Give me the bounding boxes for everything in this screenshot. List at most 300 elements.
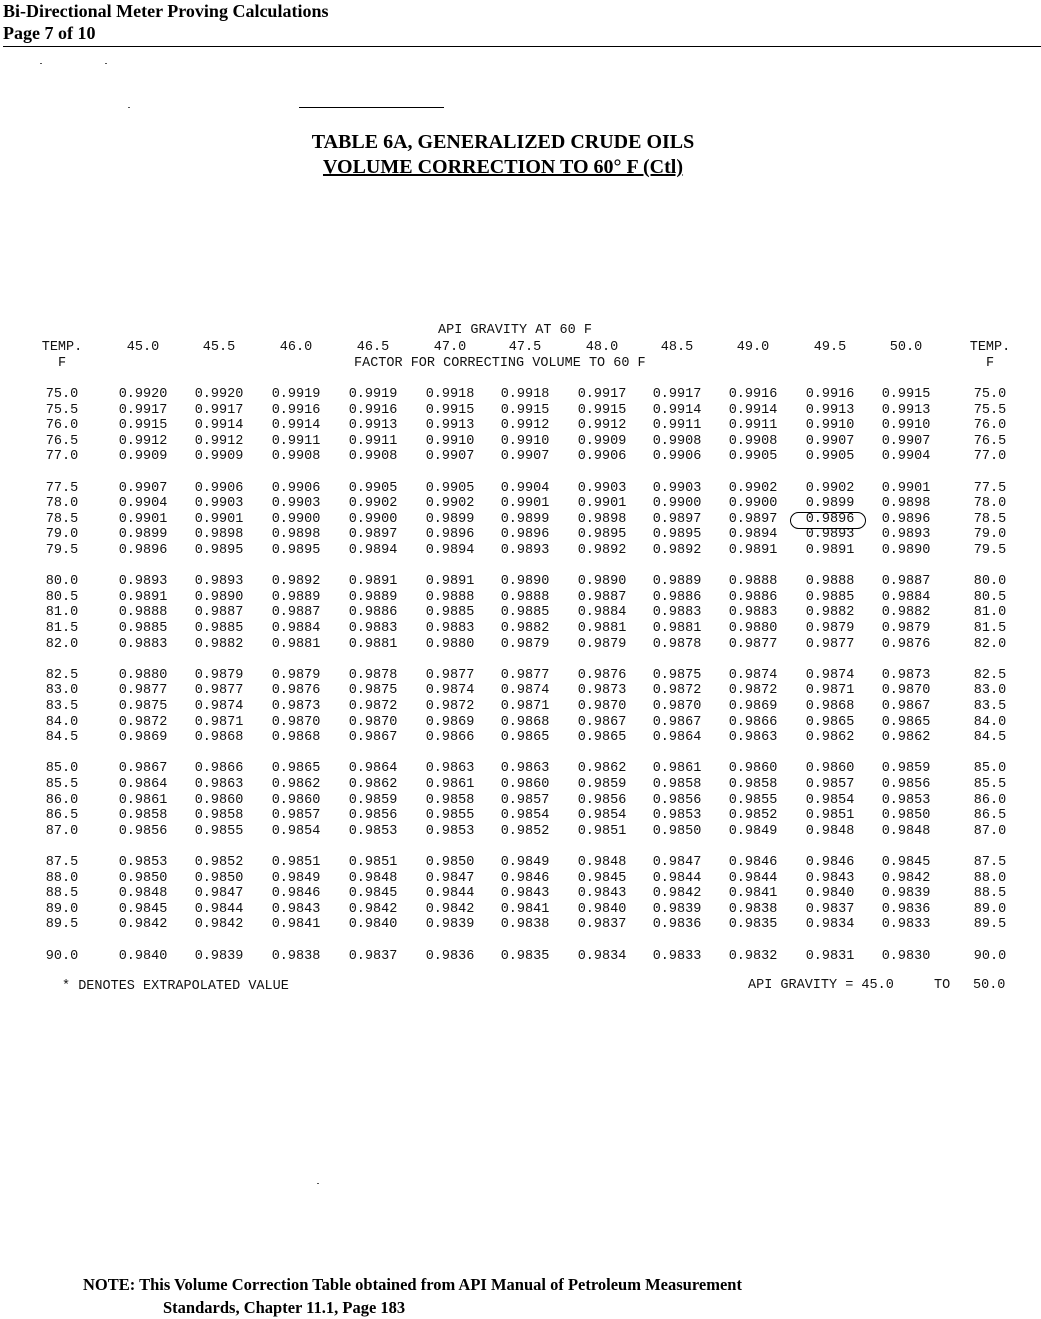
factor-cell: 0.9844 (425, 886, 475, 902)
factor-cell: 0.9840 (577, 901, 627, 917)
factor-cell: 0.9842 (348, 901, 398, 917)
factor-cell: 0.9870 (881, 683, 931, 699)
factor-cell: 0.9837 (348, 948, 398, 964)
factor-cell: 0.9869 (728, 699, 778, 714)
factor-cell: 0.9857 (805, 777, 855, 792)
factor-cell: 0.9892 (652, 543, 702, 558)
temp-cell: 90.0 (973, 948, 1007, 964)
factor-cell: 0.9875 (348, 683, 398, 699)
factor-cell: 0.9895 (194, 543, 244, 558)
factor-cell: 0.9901 (577, 496, 627, 512)
scan-speck (128, 107, 130, 108)
factor-cell: 0.9898 (577, 511, 627, 527)
factor-cell: 0.9912 (500, 418, 550, 434)
factor-cell: 0.9902 (348, 496, 398, 512)
factor-cell: 0.9842 (881, 870, 931, 886)
factor-cell: 0.9832 (728, 948, 778, 964)
temp-cell: 85.0 (45, 761, 79, 777)
factor-cell: 0.9916 (271, 402, 321, 418)
table-row (0, 621, 1041, 636)
factor-cell: 0.9839 (194, 948, 244, 964)
factor-cell: 0.9866 (425, 730, 475, 746)
factor-cell: 0.9864 (652, 730, 702, 746)
factor-cell: 0.9846 (805, 855, 855, 870)
temp-cell: 89.0 (973, 901, 1007, 917)
temp-cell: 84.5 (45, 730, 79, 746)
title-rule (299, 107, 444, 108)
table-row (0, 777, 1041, 792)
factor-cell: 0.9838 (500, 917, 550, 933)
factor-cell: 0.9857 (500, 792, 550, 808)
factor-cell: 0.9908 (271, 449, 321, 465)
factor-cell: 0.9873 (881, 667, 931, 683)
temp-cell: 88.5 (45, 886, 79, 902)
factor-cell: 0.9865 (500, 730, 550, 746)
factor-cell: 0.9852 (194, 855, 244, 870)
factor-cell: 0.9901 (194, 511, 244, 527)
factor-cell: 0.9910 (500, 433, 550, 449)
temp-cell: 88.5 (973, 886, 1007, 902)
factor-cell: 0.9918 (500, 387, 550, 402)
factor-cell: 0.9835 (728, 917, 778, 933)
factor-cell: 0.9843 (500, 886, 550, 902)
factor-cell: 0.9841 (500, 901, 550, 917)
temp-cell: 77.5 (973, 480, 1007, 496)
factor-cell: 0.9888 (500, 589, 550, 605)
factor-cell: 0.9897 (728, 511, 778, 527)
factor-cell: 0.9890 (881, 543, 931, 558)
factor-cell: 0.9856 (881, 777, 931, 792)
factor-cell: 0.9856 (577, 792, 627, 808)
factor-cell: 0.9901 (500, 496, 550, 512)
factor-cell: 0.9915 (118, 418, 168, 434)
temp-cell: 78.0 (973, 496, 1007, 512)
temp-cell: 81.0 (45, 605, 79, 621)
factor-cell: 0.9903 (652, 480, 702, 496)
table-row (0, 512, 1041, 527)
factor-cell: 0.9895 (271, 543, 321, 558)
factor-cell: 0.9912 (118, 433, 168, 449)
factor-cell: 0.9893 (881, 527, 931, 543)
temp-cell: 80.0 (45, 574, 79, 590)
factor-cell: 0.9861 (652, 761, 702, 777)
factor-cell: 0.9897 (348, 527, 398, 543)
factor-cell: 0.9876 (881, 636, 931, 652)
factor-cell: 0.9870 (577, 699, 627, 714)
temp-cell: 82.0 (973, 636, 1007, 652)
factor-cell: 0.9882 (500, 621, 550, 636)
factor-cell: 0.9908 (652, 433, 702, 449)
factor-cell: 0.9853 (348, 823, 398, 839)
temp-unit-right: F (985, 356, 995, 371)
factor-cell: 0.9843 (805, 870, 855, 886)
table-row (0, 715, 1041, 730)
factor-cell: 0.9886 (728, 589, 778, 605)
table-row (0, 949, 1041, 964)
factor-cell: 0.9863 (425, 761, 475, 777)
factor-cell: 0.9837 (805, 901, 855, 917)
table-row (0, 761, 1041, 776)
factor-cell: 0.9864 (118, 777, 168, 792)
factor-cell: 0.9887 (194, 605, 244, 621)
factor-cell: 0.9871 (194, 714, 244, 730)
factor-cell: 0.9845 (118, 901, 168, 917)
factor-cell: 0.9851 (577, 823, 627, 839)
temp-cell: 86.5 (973, 808, 1007, 824)
table-row (0, 637, 1041, 652)
factor-cell: 0.9894 (728, 527, 778, 543)
factor-cell: 0.9845 (348, 886, 398, 902)
factor-cell: 0.9899 (425, 511, 475, 527)
factor-cell: 0.9914 (652, 402, 702, 418)
factor-cell: 0.9862 (348, 777, 398, 792)
factor-cell: 0.9854 (271, 823, 321, 839)
factor-cell: 0.9888 (728, 574, 778, 590)
factor-cell: 0.9841 (271, 917, 321, 933)
factor-cell: 0.9856 (348, 808, 398, 824)
factor-heading: FACTOR FOR CORRECTING VOLUME TO 60 F (354, 356, 646, 371)
factor-cell: 0.9865 (577, 730, 627, 746)
factor-cell: 0.9868 (271, 730, 321, 746)
scan-speck (105, 63, 107, 64)
factor-cell: 0.9912 (577, 418, 627, 434)
scan-speck (40, 63, 42, 64)
factor-cell: 0.9873 (577, 683, 627, 699)
factor-cell: 0.9867 (652, 714, 702, 730)
factor-cell: 0.9850 (652, 823, 702, 839)
factor-cell: 0.9880 (425, 636, 475, 652)
factor-cell: 0.9852 (728, 808, 778, 824)
temp-cell: 87.5 (973, 855, 1007, 870)
factor-cell: 0.9880 (728, 621, 778, 636)
factor-cell: 0.9874 (194, 699, 244, 714)
factor-cell: 0.9878 (348, 667, 398, 683)
temp-cell: 78.5 (45, 511, 79, 527)
factor-cell: 0.9840 (118, 948, 168, 964)
gravity-column-header: 48.0 (585, 340, 619, 355)
factor-cell: 0.9880 (118, 667, 168, 683)
api-gravity-heading: API GRAVITY AT 60 F (438, 323, 592, 338)
factor-cell: 0.9904 (118, 496, 168, 512)
page-number: Page 7 of 10 (3, 23, 96, 43)
factor-cell: 0.9870 (348, 714, 398, 730)
factor-cell: 0.9879 (881, 621, 931, 636)
table-title: TABLE 6A, GENERALIZED CRUDE OILS (311, 131, 695, 153)
temp-cell: 79.0 (973, 527, 1007, 543)
factor-cell: 0.9875 (118, 699, 168, 714)
factor-cell: 0.9874 (500, 683, 550, 699)
factor-cell: 0.9862 (805, 730, 855, 746)
factor-cell: 0.9844 (652, 870, 702, 886)
temp-cell: 83.0 (45, 683, 79, 699)
factor-cell: 0.9899 (500, 511, 550, 527)
factor-cell: 0.9907 (881, 433, 931, 449)
factor-cell: 0.9860 (500, 777, 550, 792)
factor-cell: 0.9836 (881, 901, 931, 917)
factor-cell: 0.9860 (194, 792, 244, 808)
factor-cell: 0.9858 (652, 777, 702, 792)
factor-cell: 0.9887 (881, 574, 931, 590)
factor-cell: 0.9904 (500, 480, 550, 496)
factor-cell: 0.9863 (194, 777, 244, 792)
factor-cell: 0.9881 (652, 621, 702, 636)
factor-cell: 0.9899 (805, 496, 855, 512)
factor-cell: 0.9858 (118, 808, 168, 824)
gravity-column-header: 47.0 (433, 340, 467, 355)
factor-cell: 0.9917 (194, 402, 244, 418)
factor-cell: 0.9903 (194, 496, 244, 512)
temp-cell: 88.0 (45, 870, 79, 886)
note-line-2: Standards, Chapter 11.1, Page 183 (163, 1298, 406, 1317)
temp-cell: 79.0 (45, 527, 79, 543)
document-title: Bi-Directional Meter Proving Calculations (3, 1, 329, 21)
factor-cell: 0.9879 (805, 621, 855, 636)
factor-cell: 0.9907 (118, 480, 168, 496)
factor-cell: 0.9920 (194, 387, 244, 402)
temp-cell: 87.0 (45, 823, 79, 839)
factor-cell: 0.9874 (805, 667, 855, 683)
factor-cell: 0.9892 (577, 543, 627, 558)
factor-cell: 0.9837 (577, 917, 627, 933)
table-row (0, 808, 1041, 823)
factor-cell: 0.9905 (805, 449, 855, 465)
factor-cell: 0.9888 (118, 605, 168, 621)
factor-cell: 0.9891 (348, 574, 398, 590)
temp-cell: 82.5 (45, 667, 79, 683)
factor-cell: 0.9914 (271, 418, 321, 434)
temp-cell: 78.5 (973, 511, 1007, 527)
table-row (0, 527, 1041, 542)
factor-cell: 0.9860 (728, 761, 778, 777)
factor-cell: 0.9836 (425, 948, 475, 964)
factor-cell: 0.9836 (652, 917, 702, 933)
factor-cell: 0.9854 (500, 808, 550, 824)
temp-cell: 77.5 (45, 480, 79, 496)
factor-cell: 0.9856 (118, 823, 168, 839)
factor-cell: 0.9892 (271, 574, 321, 590)
factor-cell: 0.9854 (577, 808, 627, 824)
factor-cell: 0.9864 (348, 761, 398, 777)
factor-cell: 0.9910 (881, 418, 931, 434)
factor-cell: 0.9848 (118, 886, 168, 902)
factor-cell: 0.9906 (271, 480, 321, 496)
factor-cell: 0.9879 (194, 667, 244, 683)
table-row (0, 418, 1041, 433)
temp-cell: 90.0 (45, 948, 79, 964)
factor-cell: 0.9915 (881, 387, 931, 402)
factor-cell: 0.9877 (500, 667, 550, 683)
factor-cell: 0.9866 (194, 761, 244, 777)
factor-cell: 0.9846 (271, 886, 321, 902)
factor-cell: 0.9887 (271, 605, 321, 621)
factor-cell: 0.9917 (652, 387, 702, 402)
factor-cell: 0.9862 (881, 730, 931, 746)
factor-cell: 0.9888 (805, 574, 855, 590)
factor-cell: 0.9856 (652, 792, 702, 808)
temp-cell: 76.5 (973, 433, 1007, 449)
gravity-column-header: 45.5 (202, 340, 236, 355)
factor-cell: 0.9842 (118, 917, 168, 933)
factor-cell: 0.9841 (728, 886, 778, 902)
table-row (0, 793, 1041, 808)
table-row (0, 886, 1041, 901)
factor-cell: 0.9911 (652, 418, 702, 434)
factor-cell: 0.9910 (805, 418, 855, 434)
factor-cell: 0.9911 (348, 433, 398, 449)
table-row (0, 387, 1041, 402)
factor-cell: 0.9843 (577, 886, 627, 902)
gravity-column-header: 47.5 (508, 340, 542, 355)
factor-cell: 0.9901 (118, 511, 168, 527)
table-row (0, 590, 1041, 605)
temp-cell: 80.5 (45, 589, 79, 605)
factor-cell: 0.9855 (425, 808, 475, 824)
factor-cell: 0.9890 (577, 574, 627, 590)
factor-cell: 0.9914 (728, 402, 778, 418)
factor-cell: 0.9910 (425, 433, 475, 449)
factor-cell: 0.9859 (881, 761, 931, 777)
factor-cell: 0.9877 (425, 667, 475, 683)
factor-cell: 0.9879 (500, 636, 550, 652)
factor-cell: 0.9900 (652, 496, 702, 512)
factor-cell: 0.9853 (652, 808, 702, 824)
table-row (0, 902, 1041, 917)
factor-cell: 0.9909 (577, 433, 627, 449)
factor-cell: 0.9896 (881, 511, 931, 527)
factor-cell: 0.9903 (577, 480, 627, 496)
factor-cell: 0.9854 (805, 792, 855, 808)
factor-cell: 0.9870 (652, 699, 702, 714)
factor-cell: 0.9907 (805, 433, 855, 449)
factor-cell: 0.9896 (805, 511, 855, 527)
table-row (0, 496, 1041, 511)
factor-cell: 0.9887 (577, 589, 627, 605)
factor-cell: 0.9867 (577, 714, 627, 730)
factor-cell: 0.9838 (728, 901, 778, 917)
factor-cell: 0.9885 (118, 621, 168, 636)
factor-cell: 0.9917 (577, 387, 627, 402)
factor-cell: 0.9848 (805, 823, 855, 839)
factor-cell: 0.9913 (425, 418, 475, 434)
factor-cell: 0.9890 (500, 574, 550, 590)
temp-cell: 78.0 (45, 496, 79, 512)
factor-cell: 0.9871 (500, 699, 550, 714)
page-header (3, 0, 1041, 47)
factor-cell: 0.9884 (881, 589, 931, 605)
gravity-column-header: 49.5 (813, 340, 847, 355)
factor-cell: 0.9876 (577, 667, 627, 683)
factor-cell: 0.9858 (425, 792, 475, 808)
factor-cell: 0.9901 (881, 480, 931, 496)
factor-cell: 0.9890 (194, 589, 244, 605)
factor-cell: 0.9891 (118, 589, 168, 605)
factor-cell: 0.9900 (728, 496, 778, 512)
factor-cell: 0.9881 (348, 636, 398, 652)
temp-cell: 77.0 (973, 449, 1007, 465)
factor-cell: 0.9877 (118, 683, 168, 699)
factor-cell: 0.9893 (805, 527, 855, 543)
temp-cell: 87.5 (45, 855, 79, 870)
table-row (0, 683, 1041, 698)
factor-cell: 0.9913 (805, 402, 855, 418)
temp-cell: 88.0 (973, 870, 1007, 886)
factor-cell: 0.9900 (271, 511, 321, 527)
factor-cell: 0.9893 (194, 574, 244, 590)
factor-cell: 0.9860 (805, 761, 855, 777)
temp-cell: 75.0 (45, 387, 79, 402)
factor-cell: 0.9847 (425, 870, 475, 886)
factor-cell: 0.9902 (425, 496, 475, 512)
factor-cell: 0.9867 (348, 730, 398, 746)
factor-cell: 0.9908 (348, 449, 398, 465)
factor-cell: 0.9846 (728, 855, 778, 870)
temp-cell: 82.0 (45, 636, 79, 652)
factor-cell: 0.9907 (500, 449, 550, 465)
factor-cell: 0.9893 (118, 574, 168, 590)
factor-cell: 0.9842 (652, 886, 702, 902)
temp-cell: 83.5 (973, 699, 1007, 714)
factor-cell: 0.9853 (425, 823, 475, 839)
factor-cell: 0.9878 (652, 636, 702, 652)
temp-cell: 89.5 (45, 917, 79, 933)
factor-cell: 0.9830 (881, 948, 931, 964)
table-row (0, 481, 1041, 496)
table-row (0, 605, 1041, 620)
factor-cell: 0.9897 (652, 511, 702, 527)
factor-cell: 0.9842 (425, 901, 475, 917)
factor-cell: 0.9884 (271, 621, 321, 636)
factor-cell: 0.9834 (577, 948, 627, 964)
api-range-label: API GRAVITY = 45.0 (748, 978, 894, 993)
factor-cell: 0.9906 (577, 449, 627, 465)
temp-cell: 80.5 (973, 589, 1007, 605)
factor-cell: 0.9848 (577, 855, 627, 870)
factor-cell: 0.9894 (348, 543, 398, 558)
factor-cell: 0.9850 (118, 870, 168, 886)
temp-header-right: TEMP. (969, 340, 1011, 355)
factor-cell: 0.9863 (500, 761, 550, 777)
temp-cell: 85.5 (45, 777, 79, 792)
factor-cell: 0.9885 (805, 589, 855, 605)
factor-cell: 0.9840 (805, 886, 855, 902)
factor-cell: 0.9833 (652, 948, 702, 964)
factor-cell: 0.9872 (728, 683, 778, 699)
factor-cell: 0.9906 (194, 480, 244, 496)
factor-cell: 0.9895 (652, 527, 702, 543)
table-row (0, 574, 1041, 589)
factor-cell: 0.9882 (881, 605, 931, 621)
factor-cell: 0.9866 (728, 714, 778, 730)
factor-cell: 0.9859 (577, 777, 627, 792)
factor-cell: 0.9862 (577, 761, 627, 777)
factor-cell: 0.9848 (348, 870, 398, 886)
factor-cell: 0.9905 (728, 449, 778, 465)
factor-cell: 0.9855 (728, 792, 778, 808)
temp-cell: 81.5 (45, 621, 79, 636)
temp-cell: 81.0 (973, 605, 1007, 621)
factor-cell: 0.9879 (271, 667, 321, 683)
factor-cell: 0.9893 (500, 543, 550, 558)
factor-cell: 0.9877 (194, 683, 244, 699)
factor-cell: 0.9919 (348, 387, 398, 402)
factor-cell: 0.9867 (118, 761, 168, 777)
temp-cell: 76.0 (973, 418, 1007, 434)
factor-cell: 0.9851 (348, 855, 398, 870)
factor-cell: 0.9872 (118, 714, 168, 730)
factor-cell: 0.9906 (652, 449, 702, 465)
factor-cell: 0.9849 (271, 870, 321, 886)
factor-cell: 0.9899 (118, 527, 168, 543)
